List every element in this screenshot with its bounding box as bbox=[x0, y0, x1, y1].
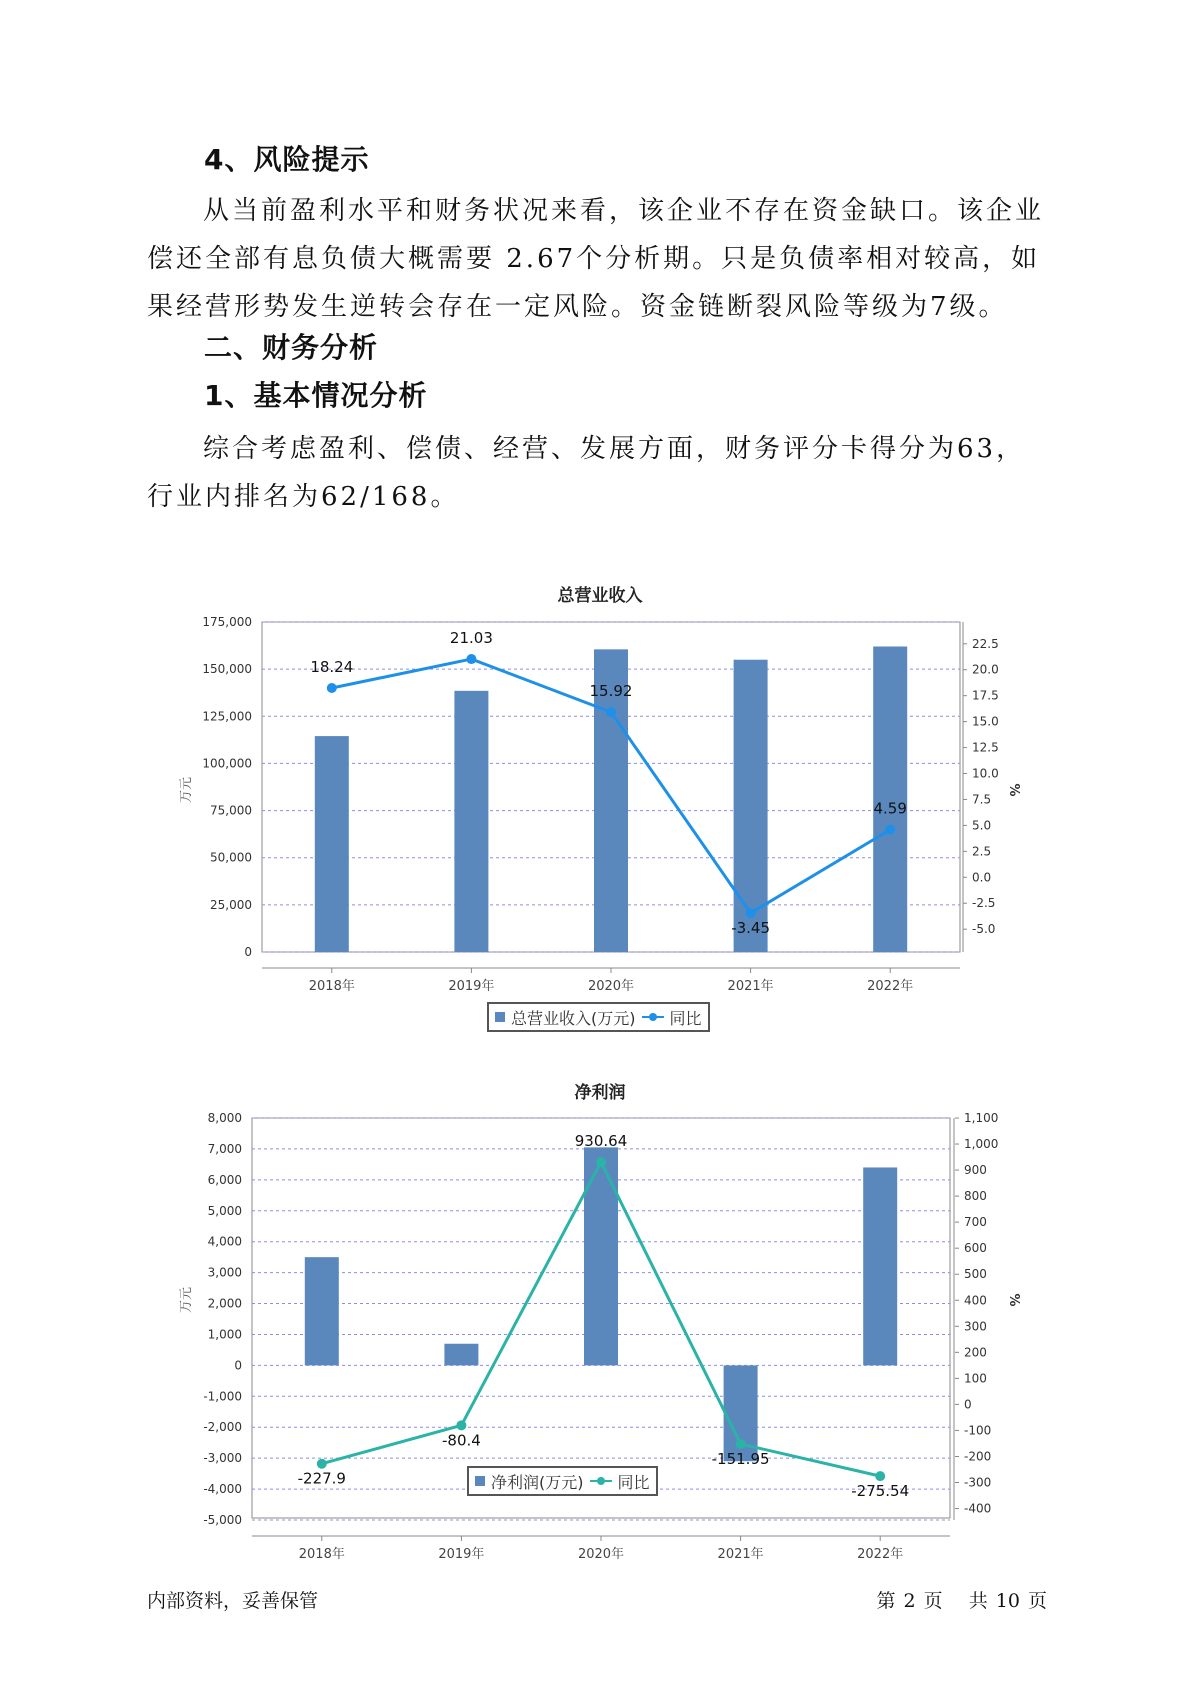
y2-axis-label: % bbox=[1006, 1293, 1021, 1307]
series-point bbox=[885, 825, 895, 835]
data-label: 4.59 bbox=[873, 799, 907, 818]
page-unit: 页 bbox=[923, 1590, 943, 1612]
page-total-prefix: 共 bbox=[968, 1590, 988, 1612]
y-tick-label: 7,000 bbox=[207, 1141, 242, 1156]
y2-tick-label: 900 bbox=[964, 1163, 987, 1178]
x-tick-label: 2020年 bbox=[577, 1547, 625, 1562]
y-tick-label: -1,000 bbox=[203, 1389, 242, 1404]
series-point bbox=[875, 1471, 885, 1481]
section-heading-risk: 4、风险提示 bbox=[204, 143, 370, 176]
x-tick-label: 2020年 bbox=[587, 979, 635, 994]
series-point bbox=[736, 1439, 746, 1449]
y2-tick-label: -300 bbox=[964, 1475, 992, 1490]
y2-tick-label: 800 bbox=[964, 1189, 987, 1204]
y2-tick-label: 12.5 bbox=[972, 740, 999, 755]
series-point bbox=[317, 1459, 327, 1469]
y2-tick-label: -100 bbox=[964, 1423, 992, 1438]
y-tick-label: -3,000 bbox=[203, 1451, 242, 1466]
y-tick-label: -4,000 bbox=[203, 1482, 242, 1497]
basic-analysis-paragraph: 综合考虑盈利、偿债、经营、发展方面，财务评分卡得分为63，行业内排名为62/168。 bbox=[147, 434, 1026, 512]
x-tick-label: 2018年 bbox=[308, 979, 355, 994]
footer-confidential-note: 内部资料，妥善保管 bbox=[147, 1590, 319, 1612]
bar bbox=[305, 1257, 339, 1365]
x-tick-label: 2021年 bbox=[727, 979, 774, 994]
plot-area bbox=[252, 1118, 950, 1520]
legend-line-label: 同比 bbox=[617, 1472, 650, 1492]
y-tick-label: 5,000 bbox=[207, 1203, 242, 1218]
y-tick-label: -5,000 bbox=[203, 1513, 242, 1527]
page-total: 10 bbox=[995, 1590, 1020, 1612]
series-point bbox=[746, 908, 756, 918]
page-current: 2 bbox=[903, 1590, 916, 1612]
x-tick-label: 2019年 bbox=[448, 979, 495, 994]
series-point bbox=[327, 683, 337, 693]
revenue-chart bbox=[0, 540, 1191, 994]
data-label: 930.64 bbox=[574, 1132, 628, 1151]
y-tick-label: 4,000 bbox=[207, 1234, 242, 1249]
data-label: -3.45 bbox=[731, 919, 771, 938]
y2-tick-label: 100 bbox=[964, 1371, 987, 1386]
y-axis-label: 万元 bbox=[179, 1286, 194, 1314]
y2-tick-label: -400 bbox=[964, 1501, 992, 1516]
y-tick-label: 8,000 bbox=[207, 1111, 242, 1125]
y-axis-label: 万元 bbox=[179, 776, 194, 804]
y-tick-label: 1,000 bbox=[207, 1327, 242, 1342]
line-legend-swatch bbox=[590, 1475, 612, 1487]
x-tick-label: 2022年 bbox=[867, 979, 914, 994]
y-tick-label: 0 bbox=[234, 1358, 242, 1373]
y2-tick-label: 15.0 bbox=[972, 714, 999, 729]
y-tick-label: 25,000 bbox=[210, 897, 252, 912]
y2-tick-label: 200 bbox=[964, 1345, 987, 1360]
y-tick-label: -2,000 bbox=[203, 1420, 242, 1435]
y-tick-label: 2,000 bbox=[207, 1296, 242, 1311]
chart-title: 总营业收入 bbox=[557, 586, 643, 606]
y2-tick-label: 20.0 bbox=[972, 662, 999, 677]
y2-tick-label: -2.5 bbox=[972, 896, 996, 911]
net-profit-chart-legend bbox=[467, 1466, 658, 1496]
y2-axis-label: % bbox=[1006, 783, 1021, 797]
y2-tick-label: 1,100 bbox=[964, 1111, 999, 1125]
page-prefix: 第 bbox=[876, 1590, 896, 1612]
plot-area bbox=[262, 622, 960, 952]
risk-paragraph: 从当前盈利水平和财务状况来看，该企业不存在资金缺口。该企业偿还全部有息负债大概需要 2.67个分析期。只是负债率相对较高，如果经营形势发生逆转会存在一定风险。资金链断裂风险等级为7级。 bbox=[147, 196, 1045, 322]
y2-tick-label: 300 bbox=[964, 1319, 987, 1334]
x-tick-label: 2021年 bbox=[717, 1547, 764, 1562]
y-tick-label: 75,000 bbox=[210, 803, 252, 818]
y-tick-label: 125,000 bbox=[202, 709, 252, 724]
data-label: -151.95 bbox=[711, 1449, 770, 1468]
series-point bbox=[596, 1157, 606, 1167]
y-tick-label: 175,000 bbox=[202, 615, 252, 629]
y2-tick-label: 500 bbox=[964, 1267, 987, 1282]
y2-tick-label: 10.0 bbox=[972, 766, 999, 781]
chart-title: 净利润 bbox=[574, 1083, 626, 1103]
data-label: 18.24 bbox=[310, 658, 354, 676]
bar-legend-swatch bbox=[475, 1476, 485, 1486]
legend-line-label: 同比 bbox=[669, 1008, 702, 1028]
bar bbox=[584, 1147, 618, 1365]
y2-tick-label: -5.0 bbox=[972, 922, 996, 937]
data-label: -80.4 bbox=[441, 1431, 481, 1450]
section-heading-basic-analysis: 1、基本情况分析 bbox=[204, 379, 428, 412]
data-label: -227.9 bbox=[297, 1469, 346, 1488]
bar bbox=[315, 736, 349, 952]
legend-bar-label: 净利润(万元) bbox=[491, 1472, 584, 1492]
x-tick-label: 2022年 bbox=[857, 1547, 904, 1562]
y2-tick-label: -200 bbox=[964, 1449, 992, 1464]
legend-bar-label: 总营业收入(万元) bbox=[511, 1008, 636, 1028]
series-point bbox=[466, 654, 476, 664]
y2-tick-label: 0.0 bbox=[972, 870, 992, 885]
y2-tick-label: 7.5 bbox=[972, 792, 992, 807]
line-legend-swatch bbox=[642, 1011, 664, 1023]
y2-tick-label: 1,000 bbox=[964, 1137, 999, 1152]
y2-tick-label: 0 bbox=[964, 1397, 972, 1412]
bar bbox=[863, 1167, 897, 1365]
x-tick-label: 2018年 bbox=[298, 1547, 345, 1562]
series-point bbox=[606, 707, 616, 717]
y2-tick-label: 700 bbox=[964, 1215, 987, 1230]
bar bbox=[444, 1344, 478, 1366]
y-tick-label: 3,000 bbox=[207, 1265, 242, 1280]
y-tick-label: 50,000 bbox=[210, 850, 252, 865]
y2-tick-label: 5.0 bbox=[972, 818, 992, 833]
x-tick-label: 2019年 bbox=[438, 1547, 485, 1562]
y-tick-label: 6,000 bbox=[207, 1172, 242, 1187]
y2-tick-label: 22.5 bbox=[972, 636, 999, 651]
data-label: -275.54 bbox=[851, 1482, 910, 1501]
y2-tick-label: 400 bbox=[964, 1293, 987, 1308]
y-tick-label: 100,000 bbox=[202, 756, 252, 771]
data-label: 21.03 bbox=[449, 629, 493, 648]
data-label: 15.92 bbox=[589, 682, 633, 701]
y2-tick-label: 600 bbox=[964, 1241, 987, 1256]
page-total-unit: 页 bbox=[1027, 1590, 1047, 1612]
y2-tick-label: 2.5 bbox=[972, 844, 992, 859]
net-profit-chart bbox=[0, 1060, 1191, 1562]
revenue-chart-legend bbox=[487, 1002, 710, 1032]
series-point bbox=[456, 1420, 466, 1430]
y-tick-label: 150,000 bbox=[202, 662, 252, 677]
bar bbox=[454, 691, 488, 952]
y-tick-label: 0 bbox=[244, 945, 252, 959]
part-heading-financial-analysis: 二、财务分析 bbox=[204, 331, 379, 364]
bar-legend-swatch bbox=[495, 1012, 505, 1022]
footer-page-number bbox=[873, 1586, 1051, 1613]
y2-tick-label: 17.5 bbox=[972, 688, 999, 703]
